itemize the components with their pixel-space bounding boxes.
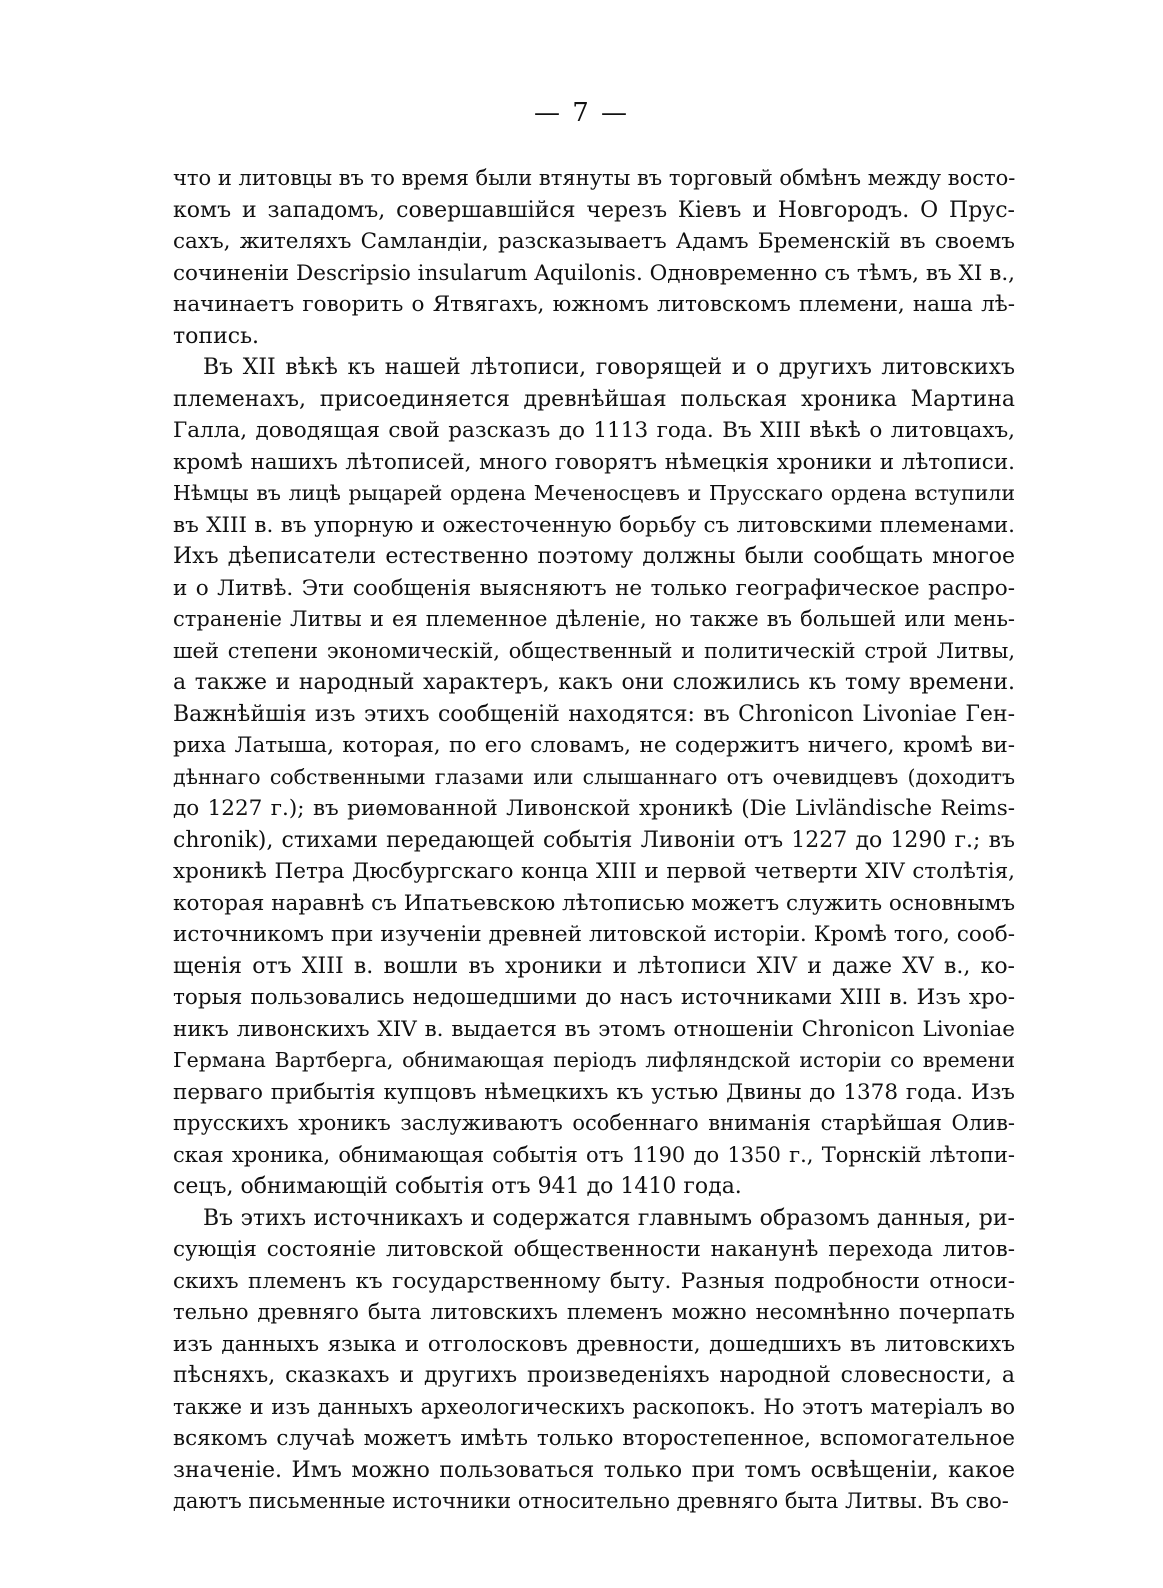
paragraph	[173, 1203, 1015, 1518]
text-line: дѣннаго собственными глазами или слышаннаго отъ очевидцевъ (доходитъ	[173, 764, 1015, 789]
text-line: комъ и западомъ, совершавшійся черезъ Кіевъ и Новгородъ. О Прус-	[173, 197, 1015, 223]
text-line: щенія отъ XIII в. вошли въ хроники и лѣтописи XIV и даже XV в., ко-	[173, 953, 1015, 979]
text-line: также и изъ данныхъ археологическихъ раскопокъ. Но этотъ матеріалъ во	[173, 1394, 1015, 1419]
page-number: — 7 —	[533, 98, 630, 128]
text-line: изъ данныхъ языка и отголосковъ древности, дошедшихъ въ литовскихъ	[173, 1331, 1015, 1357]
page-body	[173, 163, 1015, 1518]
text-line: chronik), стихами передающей событія Ливоніи отъ 1227 до 1290 г.; въ	[173, 827, 1015, 853]
paragraph	[173, 352, 1015, 1203]
text-line: никъ ливонскихъ XIV в. выдается въ этомъ отношеніи Chronicon Livoniae	[173, 1016, 1015, 1042]
text-line: Германа Вартберга, обнимающая періодъ лифляндской исторіи со времени	[173, 1048, 1015, 1072]
text-line: тельно древняго быта литовскихъ племенъ можно несомнѣнно почерпать	[173, 1300, 1015, 1324]
paragraph	[173, 163, 1015, 352]
text-line: въ XIII в. въ упорную и ожесточенную борьбу съ литовскими племенами.	[173, 512, 1015, 538]
text-line: шей степени экономическій, общественный и политическій строй Литвы,	[173, 638, 1015, 663]
text-line: до 1227 г.); въ риѳмованной Ливонской хроникѣ (Die Livländische Reims-	[173, 796, 1015, 821]
text-line: сецъ, обнимающій событія отъ 941 до 1410 года.	[173, 1174, 742, 1199]
text-line: Въ этихъ источникахъ и содержатся главнымъ образомъ данныя, ри-	[203, 1205, 1015, 1231]
text-line: всякомъ случаѣ можетъ имѣть только второстепенное, вспомогательное	[173, 1426, 1015, 1451]
text-line: пѣсняхъ, сказкахъ и другихъ произведеніяхъ народной словесности, а	[173, 1363, 1015, 1388]
text-line: риха Латыша, которая, по его словамъ, не содержитъ ничего, кромѣ ви-	[173, 733, 1015, 758]
text-line: хроникѣ Петра Дюсбургскаго конца XIII и первой четверти XIV столѣтія,	[173, 859, 1015, 884]
text-line: что и литовцы въ то время были втянуты въ торговый обмѣнъ между восто-	[173, 166, 1015, 190]
text-line: которая наравнѣ съ Ипатьевскою лѣтописью можетъ служить основнымъ	[173, 890, 1015, 916]
text-line: сахъ, жителяхъ Самландіи, разсказываетъ Адамъ Бременскій въ своемъ	[173, 229, 1015, 254]
text-line: а также и народный характеръ, какъ они сложились къ тому времени.	[173, 670, 1015, 695]
text-line: страненіе Литвы и ея племенное дѣленіе, но также въ большей или мень-	[173, 607, 1015, 631]
text-line: прусскихъ хроникъ заслуживаютъ особеннаго вниманія старѣйшая Олив-	[173, 1111, 1015, 1135]
text-line: и о Литвѣ. Эти сообщенія выясняютъ не только географическое распро-	[173, 575, 1015, 601]
text-line: Галла, доводящая свой разсказъ до 1113 года. Въ XIII вѣкѣ о литовцахъ,	[173, 418, 1015, 443]
text-line: Въ XII вѣкѣ къ нашей лѣтописи, говорящей и о другихъ литовскихъ	[203, 355, 1015, 380]
text-line: значеніе. Имъ можно пользоваться только при томъ освѣщеніи, какое	[173, 1457, 1015, 1483]
text-line: кромѣ нашихъ лѣтописей, много говорятъ нѣмецкія хроники и лѣтописи.	[173, 449, 1015, 475]
text-line: Ихъ дѣеписатели естественно поэтому должны были сообщать многое	[173, 544, 1015, 569]
text-line: сочиненіи Descripsio insularum Aquilonis. Одновременно съ тѣмъ, въ XI в.,	[173, 260, 1015, 286]
text-line: Важнѣйшія изъ этихъ сообщеній находятся: въ Chronicon Livoniae Ген-	[173, 701, 1015, 727]
text-line: племенахъ, присоединяется древнѣйшая польская хроника Мартина	[173, 386, 1015, 412]
text-line: сующія состояніе литовской общественности наканунѣ перехода литов-	[173, 1237, 1015, 1262]
text-line: скихъ племенъ къ государственному быту. Разныя подробности относи-	[173, 1268, 1015, 1294]
text-line: ская хроника, обнимающая событія отъ 1190 до 1350 г., Торнскій лѣтопи-	[173, 1142, 1015, 1167]
text-line: источникомъ при изученіи древней литовской исторіи. Кромѣ того, сооб-	[173, 922, 1015, 947]
text-line: Нѣмцы въ лицѣ рыцарей ордена Меченосцевъ и Прусскаго ордена вступили	[173, 481, 1015, 505]
text-line: топись.	[173, 323, 260, 349]
text-line: перваго прибытія купцовъ нѣмецкихъ къ устью Двины до 1378 года. Изъ	[173, 1079, 1015, 1105]
text-line: начинаетъ говорить о Ятвягахъ, южномъ литовскомъ племени, наша лѣ-	[173, 292, 1015, 317]
text-line: даютъ письменные источники относительно древняго быта Литвы. Въ сво-	[173, 1489, 1009, 1513]
text-line: торыя пользовались недошедшими до насъ источниками XIII в. Изъ хро-	[173, 985, 1015, 1010]
